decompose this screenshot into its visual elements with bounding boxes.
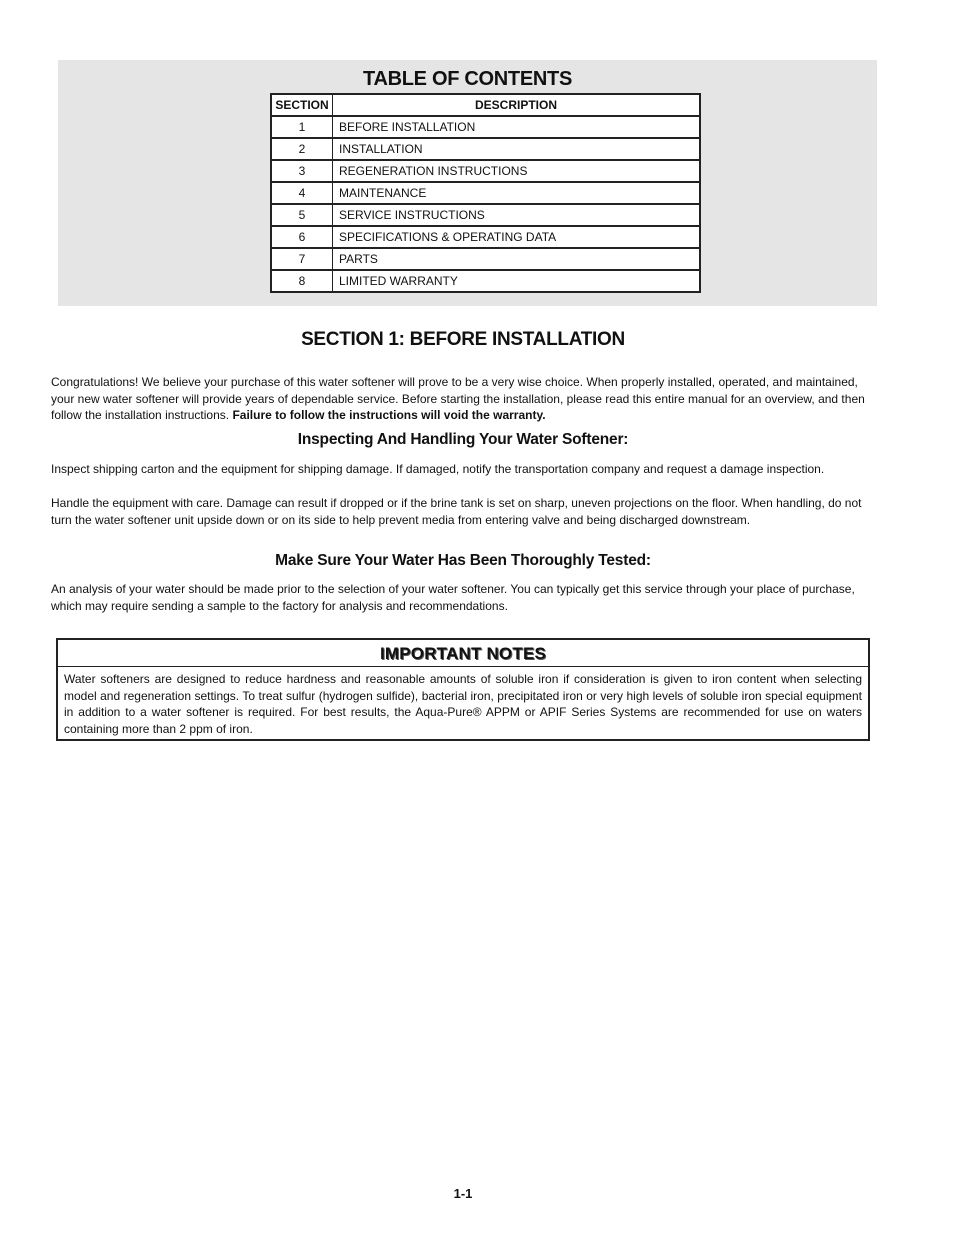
toc-section-description: PARTS xyxy=(333,248,701,270)
toc-row xyxy=(271,248,700,270)
intro-paragraph xyxy=(51,374,877,424)
toc-section-number: 4 xyxy=(271,182,333,204)
toc-section-number: 5 xyxy=(271,204,333,226)
toc-row xyxy=(271,226,700,248)
toc-header-row xyxy=(271,94,700,116)
toc-section-number: 8 xyxy=(271,270,333,292)
toc-section-description: BEFORE INSTALLATION xyxy=(333,116,701,138)
toc-header-section: SECTION xyxy=(271,94,333,116)
inspect-paragraph-1: Inspect shipping carton and the equipment for shipping damage. If damaged, notify the transportation company and request a damage inspection. xyxy=(51,462,825,476)
toc-section-number: 3 xyxy=(271,160,333,182)
toc-section-number: 7 xyxy=(271,248,333,270)
toc-section-description: LIMITED WARRANTY xyxy=(333,270,701,292)
toc-row xyxy=(271,116,700,138)
toc-section-number: 2 xyxy=(271,138,333,160)
table-of-contents-panel xyxy=(58,60,877,306)
toc-section-description: SPECIFICATIONS & OPERATING DATA xyxy=(333,226,701,248)
toc-row xyxy=(271,204,700,226)
warranty-warning: Failure to follow the instructions will void the warranty. xyxy=(232,408,546,423)
important-notes-body: Water softeners are designed to reduce hardness and reasonable amounts of soluble iron if consideration is given to iron content when selecting model and regeneration settings. To treat sulfur (hydrogen sulfide), bacterial iron, precipitated iron or very high levels of soluble iron special equipment in addition to a water softener is required. For best results, the Aqua-Pure® APPM or APIF Series Systems are recommended for use on waters containing more than 2 ppm of iron. xyxy=(64,672,862,737)
inspect-heading: Inspecting And Handling Your Water Softener: xyxy=(297,431,629,448)
toc-header-description: DESCRIPTION xyxy=(333,94,701,116)
intro-text: Congratulations! We believe your purchase of this water softener will prove to be a very wise choice. When properly installed, operated, and maintained, your new water softener will provide years of dependable service. Before starting the installation, please read this entire manual for an overview, and then follow the installation instructions. xyxy=(51,375,865,423)
toc-section-description: SERVICE INSTRUCTIONS xyxy=(333,204,701,226)
toc-section-number: 6 xyxy=(271,226,333,248)
toc-row xyxy=(271,270,700,292)
toc-section-description: MAINTENANCE xyxy=(333,182,701,204)
page-number: 1-1 xyxy=(453,1186,473,1201)
section-title: SECTION 1: BEFORE INSTALLATION xyxy=(301,329,625,350)
toc-row xyxy=(271,182,700,204)
important-notes-box xyxy=(56,638,870,741)
tested-heading: Make Sure Your Water Has Been Thoroughly Tested: xyxy=(275,552,651,569)
toc-section-number: 1 xyxy=(271,116,333,138)
toc-row xyxy=(271,160,700,182)
toc-section-description: REGENERATION INSTRUCTIONS xyxy=(333,160,701,182)
important-notes-title: IMPORTANT NOTES xyxy=(58,640,868,667)
tested-paragraph: An analysis of your water should be made prior to the selection of your water softener. You can typically get this service through your place of purchase, which may require sending a sample to the factory for analysis and recommendations. xyxy=(51,582,855,613)
inspect-paragraph-2: Handle the equipment with care. Damage can result if dropped or if the brine tank is set on sharp, uneven projections on the floor. When handling, do not turn the water softener unit upside down or on its side to help prevent media from entering valve and being discharged downstream. xyxy=(51,496,862,527)
toc-title: TABLE OF CONTENTS xyxy=(363,68,572,90)
toc-section-description: INSTALLATION xyxy=(333,138,701,160)
toc-table xyxy=(270,93,701,293)
toc-row xyxy=(271,138,700,160)
